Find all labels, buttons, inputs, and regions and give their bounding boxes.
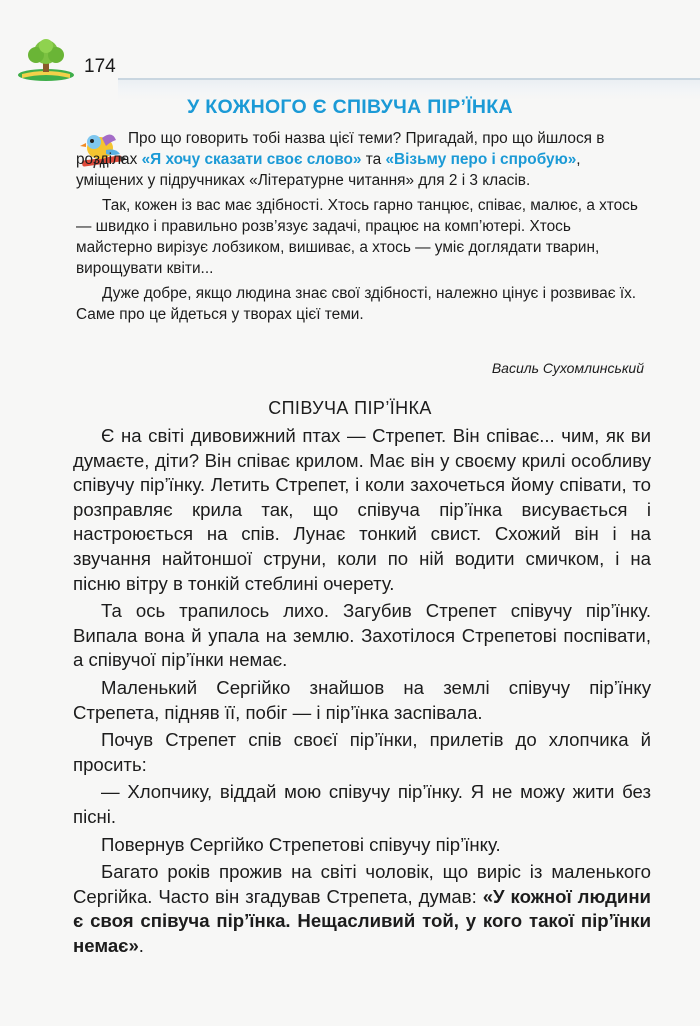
story-paragraph: — Хлопчику, віддай мою співучу пір’їнку. Я не можу жити без пісні. — [73, 781, 651, 827]
story-text-run: . — [138, 934, 144, 956]
highlight-section-name-1: «Я хочу сказати своє слово» — [141, 151, 362, 168]
highlight-section-name-2: «Візьму перо і спробую» — [385, 151, 577, 168]
intro-text: Про що говорить тобі назва цієї теми? Пригадай, про що йшлося в розділах — [76, 130, 605, 168]
section-title: У КОЖНОГО Є СПІВУЧА ПІР’ЇНКА — [187, 96, 513, 118]
story-paragraph: Та ось трапилось лихо. Загубив Стрепет співучу пір’їнку. Випала вона й упала на землю. Захотілося Стрепетові поспівати, а співучої пір’їнки немає. — [73, 600, 651, 671]
tree-book-logo-icon — [16, 38, 76, 82]
intro-paragraph: Так, кожен із вас має здібності. Хтось гарно танцює, співає, малює, а хтось — швидко і правильно розв’язує задачі, працює на комп’ютері. Хтось майстерно вирізує лобзиком, вишиває, а хтось — уміє доглядати тварин, вирощувати квіти... — [76, 197, 638, 277]
story-text — [73, 424, 651, 961]
intro-text: та — [361, 151, 386, 168]
page-number: 174 — [84, 56, 116, 77]
story-moral: «У кожної людини є своя співуча пір’їнка. Нещасливий той, у кого такої пір’їнки немає» — [73, 885, 651, 956]
story-text-run: Багато років прожив на світі чоловік, що виріс із маленького Сергійка. Часто він згадував Стрепета, думав: — [73, 861, 651, 907]
story-paragraph: Є на світі дивовижний птах — Стрепет. Він співає... чим, як ви думаєте, діти? Він співає крилом. Має він у своєму крилі особливу співучу пір’їнку. Летить Стрепет, і коли захочеться йому співати, то розправляє крила так, що співуча пір’їнка висувається і настроюється на спів. Лунає тонкий свист. Схожий він і на звучання найтоншої струни, коли по ній водити смичком, і на пісню вітру в тонкій стеблині очерету. — [73, 425, 651, 594]
intro-paragraph: Дуже добре, якщо людина знає свої здібності, належно цінує і розвиває їх. Саме про це йдеться у творах цієї теми. — [76, 285, 637, 323]
section-intro — [76, 128, 648, 325]
story-paragraph — [73, 860, 651, 958]
intro-text: , уміщених у підручниках «Літературне читання» для 2 і 3 класів. — [76, 151, 581, 189]
story-title: СПІВУЧА ПІР’ЇНКА — [268, 398, 432, 418]
story-paragraph: Маленький Сергійко знайшов на землі співучу пір’їнку Стрепета, підняв її, побіг — і пір’їнка заспівала. — [73, 676, 651, 723]
story-paragraph: Повернув Сергійко Стрепетові співучу пір’їнку. — [101, 833, 501, 855]
page-header — [0, 0, 700, 100]
author-name: Василь Сухомлинський — [491, 360, 644, 376]
story-paragraph: Почув Стрепет спів своєї пір’їнки, прилетів до хлопчика й просить: — [73, 729, 651, 775]
intro-question — [76, 128, 648, 191]
